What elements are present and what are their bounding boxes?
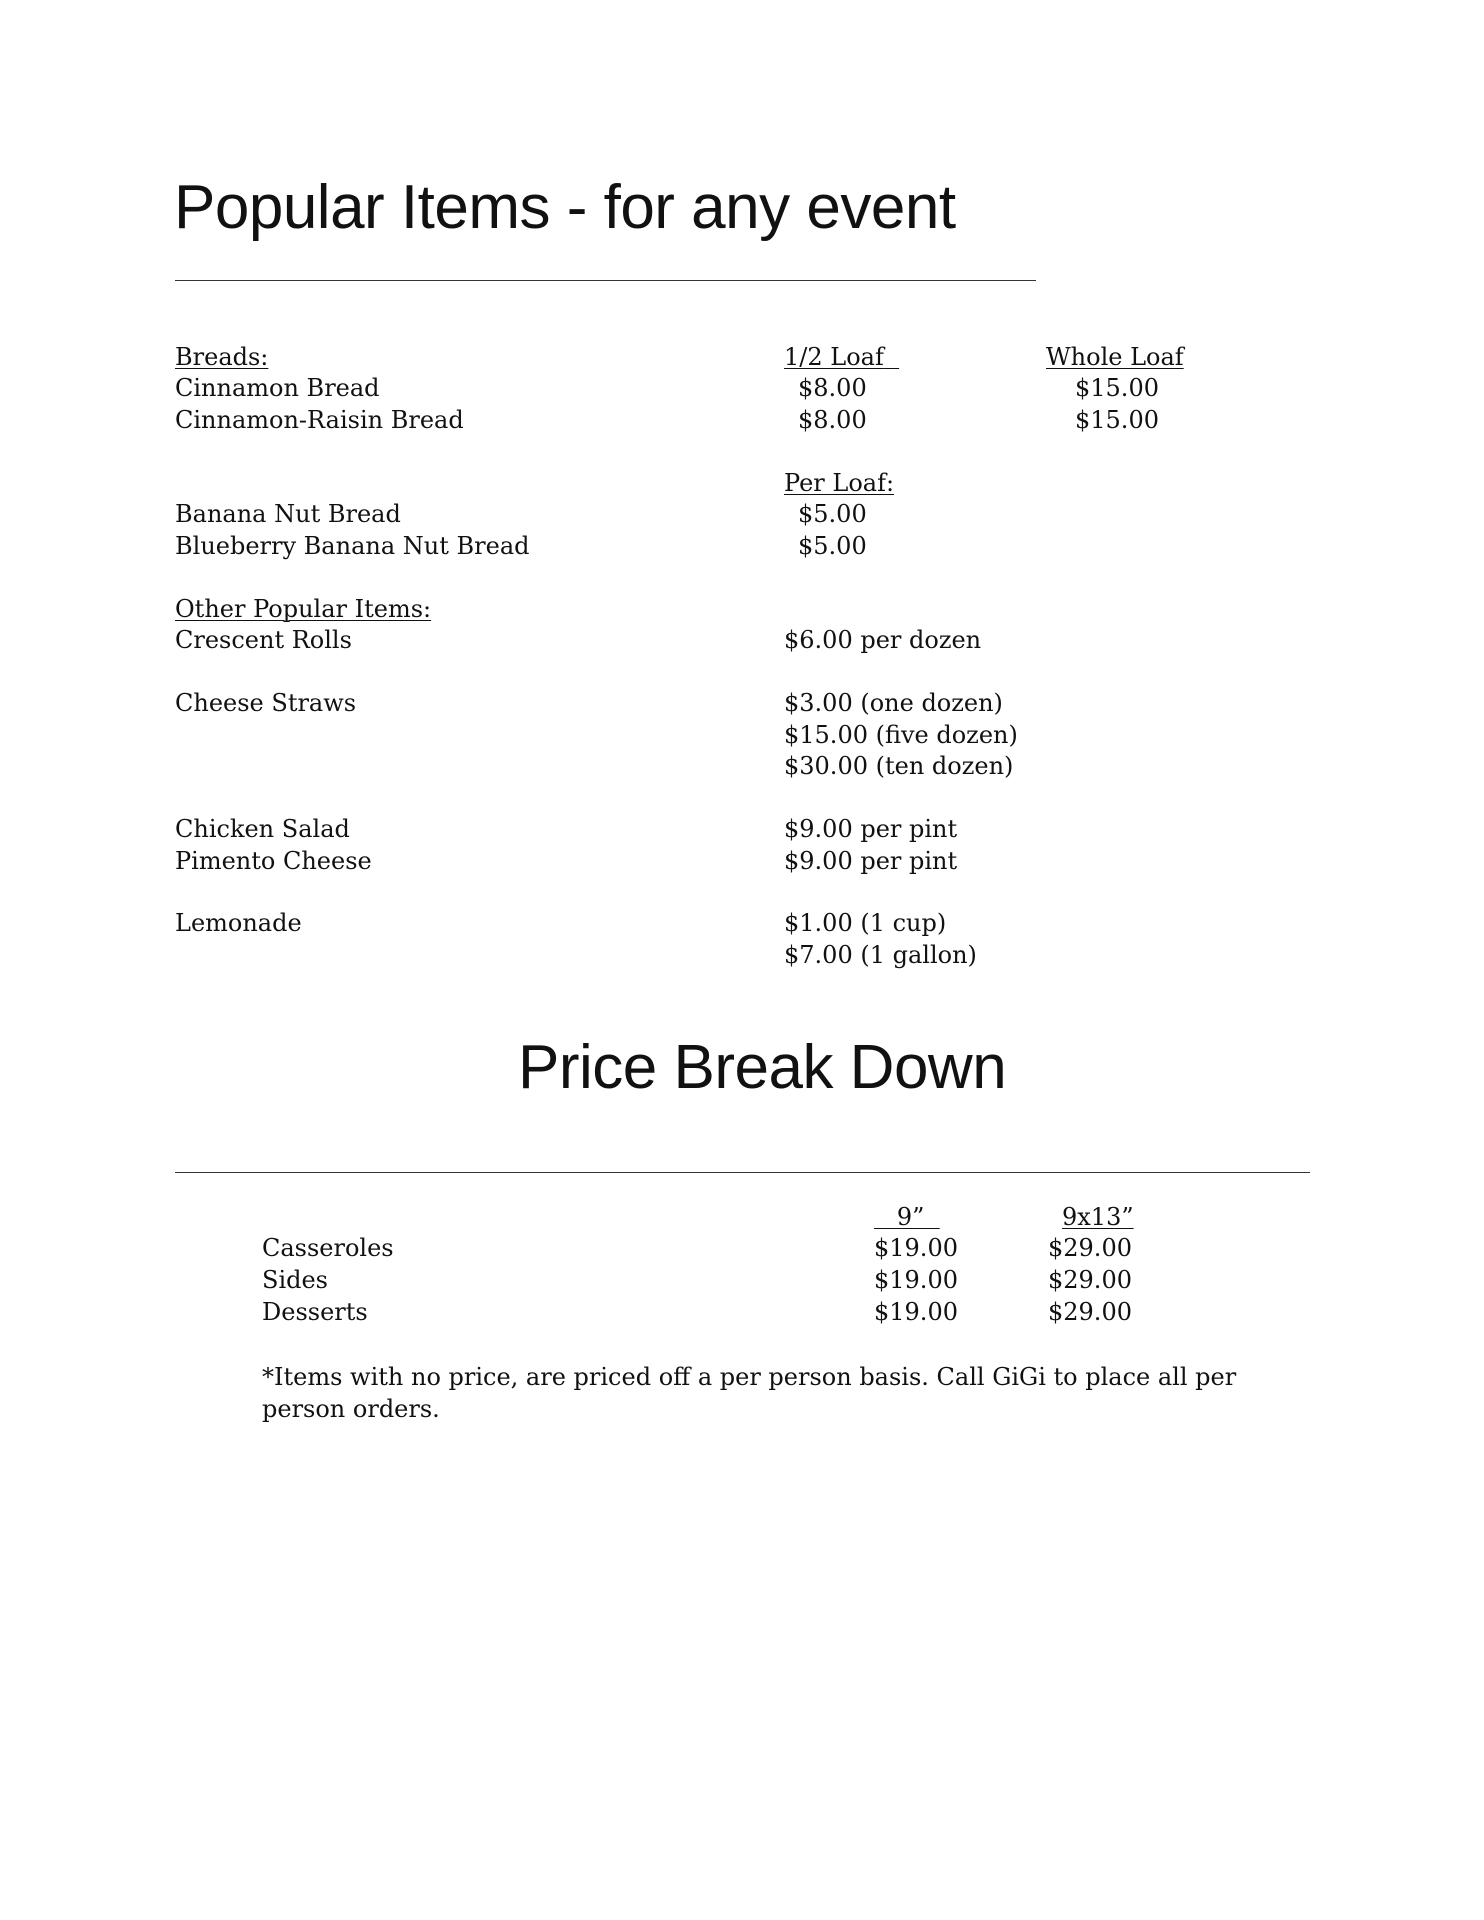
per-loaf-header: Per Loaf: [784, 469, 895, 497]
breakdown-row-price-9x13: $29.00 [1048, 1234, 1132, 1262]
chicken-salad-price: $9.00 per pint [784, 815, 958, 843]
size-9x13-header: 9x13” [1062, 1203, 1134, 1231]
loaf-item-price: $5.00 [798, 500, 867, 528]
crescent-rolls-price: $6.00 per dozen [784, 626, 982, 654]
bread-item-half-price: $8.00 [798, 406, 867, 434]
size-9-header: 9” [896, 1203, 925, 1231]
per-person-note: *Items with no price, are priced off a per person basis. Call GiGi to place all per person orders. [262, 1363, 1237, 1423]
bread-item-whole-price: $15.00 [1075, 374, 1159, 402]
breakdown-row-price-9: $19.00 [874, 1234, 958, 1262]
lemonade-price: $1.00 (1 cup) [784, 909, 947, 937]
bread-item-whole-price: $15.00 [1075, 406, 1159, 434]
breakdown-row-price-9x13: $29.00 [1048, 1298, 1132, 1326]
loaf-item-name: Banana Nut Bread [175, 500, 401, 528]
breakdown-row-price-9x13: $29.00 [1048, 1266, 1132, 1294]
breakdown-row-name: Sides [262, 1266, 328, 1294]
title-divider [175, 280, 1036, 281]
pimento-cheese-name: Pimento Cheese [175, 847, 372, 875]
loaf-item-price: $5.00 [798, 532, 867, 560]
other-items-header: Other Popular Items: [175, 595, 432, 623]
breakdown-row-price-9: $19.00 [874, 1266, 958, 1294]
lemonade-price: $7.00 (1 gallon) [784, 941, 977, 969]
breakdown-divider [175, 1172, 1310, 1173]
breakdown-row-price-9: $19.00 [874, 1298, 958, 1326]
bread-item-name: Cinnamon-Raisin Bread [175, 406, 464, 434]
cheese-straws-price: $30.00 (ten dozen) [784, 752, 1014, 780]
cheese-straws-price: $15.00 (five dozen) [784, 721, 1018, 749]
lemonade-name: Lemonade [175, 909, 302, 937]
cheese-straws-name: Cheese Straws [175, 689, 357, 717]
breads-header: Breads: [175, 343, 269, 371]
breakdown-row-name: Desserts [262, 1298, 368, 1326]
breakdown-row-name: Casseroles [262, 1234, 394, 1262]
pimento-cheese-price: $9.00 per pint [784, 847, 958, 875]
loaf-item-name: Blueberry Banana Nut Bread [175, 532, 530, 560]
crescent-rolls-name: Crescent Rolls [175, 626, 352, 654]
whole-loaf-header: Whole Loaf [1046, 343, 1184, 371]
price-breakdown-title: Price Break Down [518, 1033, 1007, 1102]
chicken-salad-name: Chicken Salad [175, 815, 350, 843]
bread-item-name: Cinnamon Bread [175, 374, 380, 402]
cheese-straws-price: $3.00 (one dozen) [784, 689, 1003, 717]
popular-items-title: Popular Items - for any event [174, 173, 956, 242]
bread-item-half-price: $8.00 [798, 374, 867, 402]
half-loaf-header: 1/2 Loaf [784, 343, 884, 371]
